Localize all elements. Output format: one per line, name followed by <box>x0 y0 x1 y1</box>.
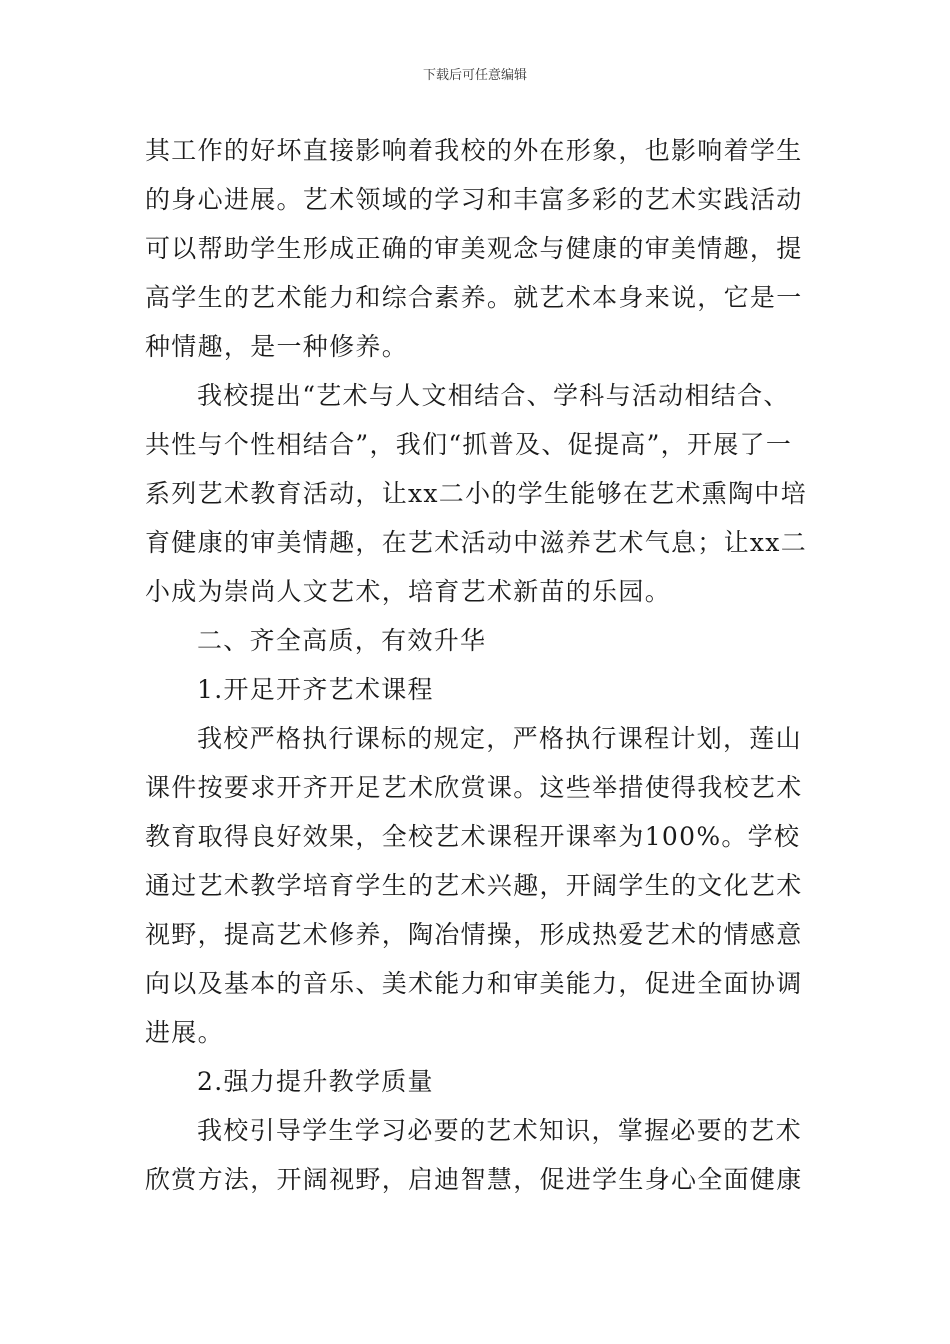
page-header-note: 下载后可任意编辑 <box>422 68 527 83</box>
paragraph: 其工作的好坏直接影响着我校的外在形象，也影响着学生的身心进展。艺术领域的学习和丰富多彩的艺术实践活动可以帮助学生形成正确的审美观念与健康的审美情趣，提高学生的艺术能力和综合素养。就艺术本身来说，它是一种情趣，是一种修养。 <box>145 136 803 361</box>
section-heading: 二、齐全高质，有效升华 <box>197 626 487 655</box>
paragraph: 我校提出“艺术与人文相结合、学科与活动相结合、共性与个性相结合”，我们“抓普及、促提高”，开展了一系列艺术教育活动，让xx二小的学生能够在艺术熏陶中培育健康的审美情趣，在艺术活动中滋养艺术气息；让xx二小成为崇尚人文艺术，培育艺术新苗的乐园。 <box>145 381 808 606</box>
document-body <box>145 126 813 1204</box>
subsection-heading: 2.强力提升教学质量 <box>197 1067 434 1096</box>
paragraph: 我校严格执行课标的规定，严格执行课程计划，莲山课件按要求开齐开足艺术欣赏课。这些举措使得我校艺术教育取得良好效果，全校艺术课程开课率为100%。学校通过艺术教学培育学生的艺术兴趣，开阔学生的文化艺术视野，提高艺术修养，陶冶情操，形成热爱艺术的情感意向以及基本的音乐、美术能力和审美能力，促进全面协调进展。 <box>145 724 803 1047</box>
paragraph: 我校引导学生学习必要的艺术知识，掌握必要的艺术欣赏方法，开阔视野，启迪智慧，促进学生身心全面健康 <box>145 1116 803 1194</box>
subsection-heading: 1.开足开齐艺术课程 <box>197 675 434 704</box>
